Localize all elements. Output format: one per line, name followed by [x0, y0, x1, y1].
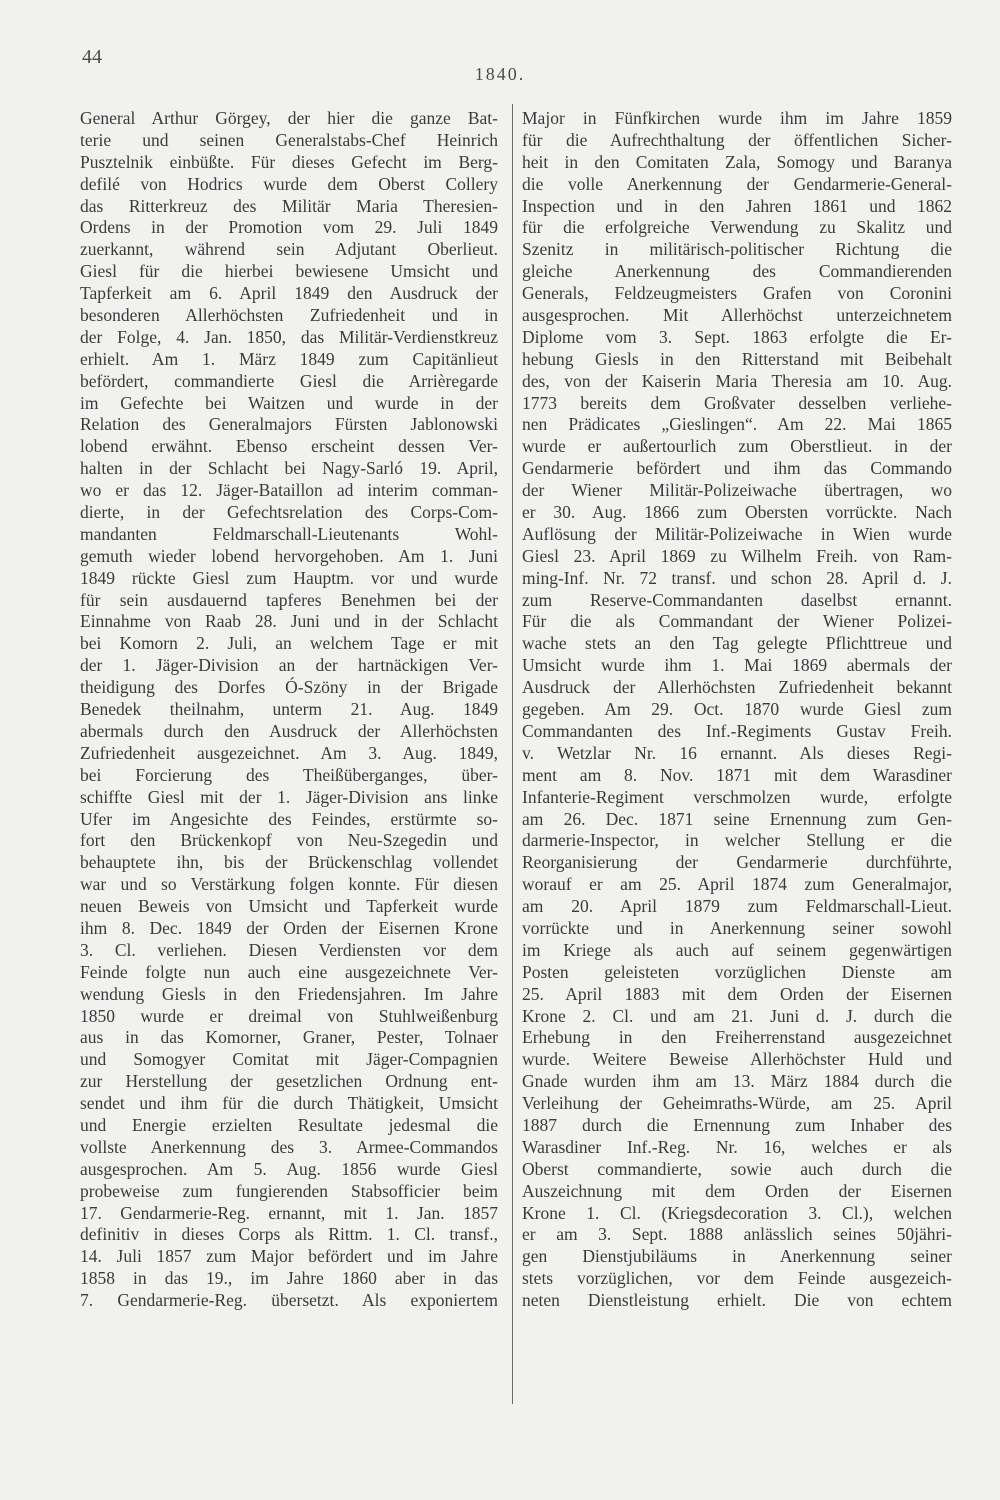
text-line: probeweise zum fungierenden Stabsofficier beim [80, 1180, 498, 1201]
text-line: die volle Anerkennung der Gendarmerie-General- [522, 173, 952, 194]
text-line: Verleihung der Geheimraths-Würde, am 25. April [522, 1093, 952, 1114]
text-line: wache stets an den Tag gelegte Pflichttreue und [522, 633, 952, 654]
text-line: der Wiener Militär-Polizeiwache übertragen, wo [522, 480, 952, 501]
text-line: lobend erwähnt. Ebenso erscheint dessen Ver- [80, 436, 498, 457]
text-line: nen Prädicates „Gieslingen“. Am 22. Mai 1865 [522, 414, 952, 435]
text-line: ment am 8. Nov. 1871 mit dem Warasdiner [522, 764, 952, 785]
text-line: besonderen Allerhöchsten Zufriedenheit und in [80, 305, 498, 326]
text-line: halten in der Schlacht bei Nagy-Sarló 19. April, [80, 458, 498, 479]
text-line: Auszeichnung mit dem Orden der Eisernen [522, 1180, 952, 1201]
text-line: worauf er am 25. April 1874 zum Generalmajor, [522, 874, 952, 895]
text-line: 1858 in das 19., im Jahre 1860 aber in das [80, 1268, 498, 1289]
text-line: behauptete ihn, bis der Brückenschlag vollendet [80, 852, 498, 873]
text-line: für die erfolgreiche Verwendung zu Skalitz und [522, 217, 952, 238]
text-line: Zufriedenheit ausgezeichnet. Am 3. Aug. 1849, [80, 742, 498, 763]
text-line: zur Herstellung der gesetzlichen Ordnung ent- [80, 1071, 498, 1092]
text-line: der 1. Jäger-Division an der hartnäckigen Ver- [80, 655, 498, 676]
text-line: Generals, Feldzeugmeisters Grafen von Coronini [522, 283, 952, 304]
text-line: erhielt. Am 1. März 1849 zum Capitänlieut [80, 348, 498, 369]
text-line: gleiche Anerkennung des Commandierenden [522, 261, 952, 282]
text-line: gen Dienstjubiläums in Anerkennung seiner [522, 1246, 952, 1267]
text-line: 17. Gendarmerie-Reg. ernannt, mit 1. Jan. 1857 [80, 1202, 498, 1223]
text-line: 1849 rückte Giesl zum Hauptm. vor und wurde [80, 567, 498, 588]
text-line: wo er das 12. Jäger-Bataillon ad interim comman- [80, 480, 498, 501]
text-line: für die Aufrechthaltung der öffentlichen Sicher- [522, 129, 952, 150]
text-line: Ausdruck der Allerhöchsten Zufriedenheit bekannt [522, 677, 952, 698]
text-line: er 30. Aug. 1866 zum Obersten vorrückte. Nach [522, 502, 952, 523]
text-line: terie und seinen Generalstabs-Chef Heinrich [80, 129, 498, 150]
text-line: gemuth wieder lobend hervorgehoben. Am 1. Juni [80, 545, 498, 566]
text-line: vollste Anerkennung des 3. Armee-Commandos [80, 1136, 498, 1157]
text-line: sendet und ihm für die durch Thätigkeit, Umsicht [80, 1093, 498, 1114]
text-line: Benedek theilnahm, unterm 21. Aug. 1849 [80, 699, 498, 720]
text-line: bei Forcierung des Theißüberganges, über- [80, 764, 498, 785]
text-line: Inspection und in den Jahren 1861 und 1862 [522, 195, 952, 216]
text-line: Commandanten des Inf.-Regiments Gustav Freih. [522, 720, 952, 741]
right-column [522, 108, 952, 1312]
text-line: mandanten Feldmarschall-Lieutenants Wohl- [80, 523, 498, 544]
text-line: Feinde folgte nun auch eine ausgezeichnete Ver- [80, 961, 498, 982]
text-line: Für die als Commandant der Wiener Polizei- [522, 611, 952, 632]
text-line: ming-Inf. Nr. 72 transf. und schon 28. April d. J. [522, 567, 952, 588]
text-line: Ordens in der Promotion vom 29. Juli 1849 [80, 217, 498, 238]
text-line: Posten geleisteten vorzüglichen Dienste am [522, 961, 952, 982]
text-line: Infanterie-Regiment verschmolzen wurde, erfolgte [522, 786, 952, 807]
text-line: hebung Giesls in den Ritterstand mit Beibehalt [522, 348, 952, 369]
text-line: ausgesprochen. Mit Allerhöchst unterzeichnetem [522, 305, 952, 326]
text-line: Szenitz in militärisch-politischer Richtung die [522, 239, 952, 260]
running-head-year: 1840. [474, 64, 526, 84]
text-line: Gnade wurden ihm am 13. März 1884 durch die [522, 1071, 952, 1092]
text-line: ausgesprochen. Am 5. Aug. 1856 wurde Giesl [80, 1158, 498, 1179]
text-line: im Kriege als auch auf seinem gegenwärtigen [522, 939, 952, 960]
text-line: Einnahme von Raab 28. Juni und in der Schlacht [80, 611, 498, 632]
text-line: stets vorzüglichen, vor dem Feinde ausgezeich- [522, 1268, 952, 1289]
text-line: neuen Beweis von Umsicht und Tapferkeit wurde [80, 896, 498, 917]
text-line: Erhebung in den Freiherrenstand ausgezeichnet [522, 1027, 952, 1048]
text-line: defilé von Hodrics wurde dem Oberst Collery [80, 173, 498, 194]
text-line: zuerkannt, während sein Adjutant Oberlieut. [80, 239, 498, 260]
text-line: v. Wetzlar Nr. 16 ernannt. Als dieses Regi- [522, 742, 952, 763]
text-line: darmerie-Inspector, in welcher Stellung er die [522, 830, 952, 851]
text-line: Umsicht wurde ihm 1. Mai 1869 abermals der [522, 655, 952, 676]
text-line: im Gefechte bei Waitzen und wurde in der [80, 392, 498, 413]
text-line: Krone 2. Cl. und am 21. Juni d. J. durch die [522, 1005, 952, 1026]
text-line: für sein ausdauernd tapferes Benehmen bei der [80, 589, 498, 610]
text-line: Oberst commandierte, sowie auch durch die [522, 1158, 952, 1179]
text-line: dierte, in der Gefechtsrelation des Corps-Com- [80, 502, 498, 523]
text-line: schiffte Giesl mit der 1. Jäger-Division ans linke [80, 786, 498, 807]
text-line: am 26. Dec. 1871 seine Ernennung zum Gen- [522, 808, 952, 829]
text-line: 25. April 1883 mit dem Orden der Eisernen [522, 983, 952, 1004]
text-line: Ufer im Angesichte des Feindes, erstürmte so- [80, 808, 498, 829]
text-line: aus in das Komorner, Graner, Pester, Tolnaer [80, 1027, 498, 1048]
text-line: am 20. April 1879 zum Feldmarschall-Lieut. [522, 896, 952, 917]
text-line: zum Reserve-Commandanten daselbst ernannt. [522, 589, 952, 610]
text-line: Warasdiner Inf.-Reg. Nr. 16, welches er als [522, 1136, 952, 1157]
text-line: das Ritterkreuz des Militär Maria Theresien- [80, 195, 498, 216]
text-line: Relation des Generalmajors Fürsten Jablonowski [80, 414, 498, 435]
text-line: 14. Juli 1857 zum Major befördert und im Jahre [80, 1246, 498, 1267]
text-line: 1773 bereits dem Großvater desselben verliehe- [522, 392, 952, 413]
text-line: war und so Verstärkung folgen konnte. Für diesen [80, 874, 498, 895]
text-line: General Arthur Görgey, der hier die ganze Bat- [80, 108, 498, 128]
text-line: 3. Cl. verliehen. Diesen Verdiensten vor dem [80, 939, 498, 960]
text-line: definitiv in dieses Corps als Rittm. 1. Cl. transf., [80, 1224, 498, 1245]
text-line: Major in Fünfkirchen wurde ihm im Jahre 1859 [522, 108, 952, 128]
text-line: 1887 durch die Ernennung zum Inhaber des [522, 1114, 952, 1135]
text-line: fort den Brückenkopf von Neu-Szegedin und [80, 830, 498, 851]
text-line: Krone 1. Cl. (Kriegsdecoration 3. Cl.), welchen [522, 1202, 952, 1223]
text-line: Tapferkeit am 6. April 1849 den Ausdruck der [80, 283, 498, 304]
page-number: 44 [82, 46, 102, 68]
text-line: ihm 8. Dec. 1849 der Orden der Eisernen Krone [80, 917, 498, 938]
text-line: Reorganisierung der Gendarmerie durchführte, [522, 852, 952, 873]
text-line: bei Komorn 2. Juli, an welchem Tage er mit [80, 633, 498, 654]
text-line: und Energie erzielten Resultate jedesmal die [80, 1114, 498, 1135]
left-column [80, 108, 498, 1312]
column-divider [512, 104, 513, 1404]
text-line: wendung Giesls in den Friedensjahren. Im Jahre [80, 983, 498, 1004]
text-line: wurde er außertourlich zum Oberstlieut. in der [522, 436, 952, 457]
text-line: abermals durch den Ausdruck der Allerhöchsten [80, 720, 498, 741]
text-line: gegeben. Am 29. Oct. 1870 wurde Giesl zum [522, 699, 952, 720]
text-line: 1850 wurde er dreimal von Stuhlweißenburg [80, 1005, 498, 1026]
text-line: und Somogyer Comitat mit Jäger-Compagnien [80, 1049, 498, 1070]
text-line: vorrückte und in Anerkennung seiner sowohl [522, 917, 952, 938]
text-line: Pusztelnik einbüßte. Für dieses Gefecht im Berg- [80, 151, 498, 172]
text-line: Gendarmerie befördert und ihm das Commando [522, 458, 952, 479]
text-line: neten Dienstleistung erhielt. Die von echtem [522, 1290, 952, 1311]
text-line: des, von der Kaiserin Maria Theresia am 10. Aug. [522, 370, 952, 391]
text-line: Auflösung der Militär-Polizeiwache in Wien wurde [522, 523, 952, 544]
text-line: theidigung des Dorfes Ó-Szöny in der Brigade [80, 677, 498, 698]
text-line: wurde. Weitere Beweise Allerhöchster Huld und [522, 1049, 952, 1070]
text-line: Giesl 23. April 1869 zu Wilhelm Freih. von Ram- [522, 545, 952, 566]
text-line: der Folge, 4. Jan. 1850, das Militär-Verdienstkreuz [80, 326, 498, 347]
text-line: heit in den Comitaten Zala, Somogy und Baranya [522, 151, 952, 172]
text-line: Giesl für die hierbei bewiesene Umsicht und [80, 261, 498, 282]
text-line: befördert, commandierte Giesl die Arrièregarde [80, 370, 498, 391]
text-line: Diplome vom 3. Sept. 1863 erfolgte die Er- [522, 326, 952, 347]
text-line: 7. Gendarmerie-Reg. übersetzt. Als exponiertem [80, 1290, 498, 1311]
text-line: er am 3. Sept. 1888 anlässlich seines 50jähri- [522, 1224, 952, 1245]
